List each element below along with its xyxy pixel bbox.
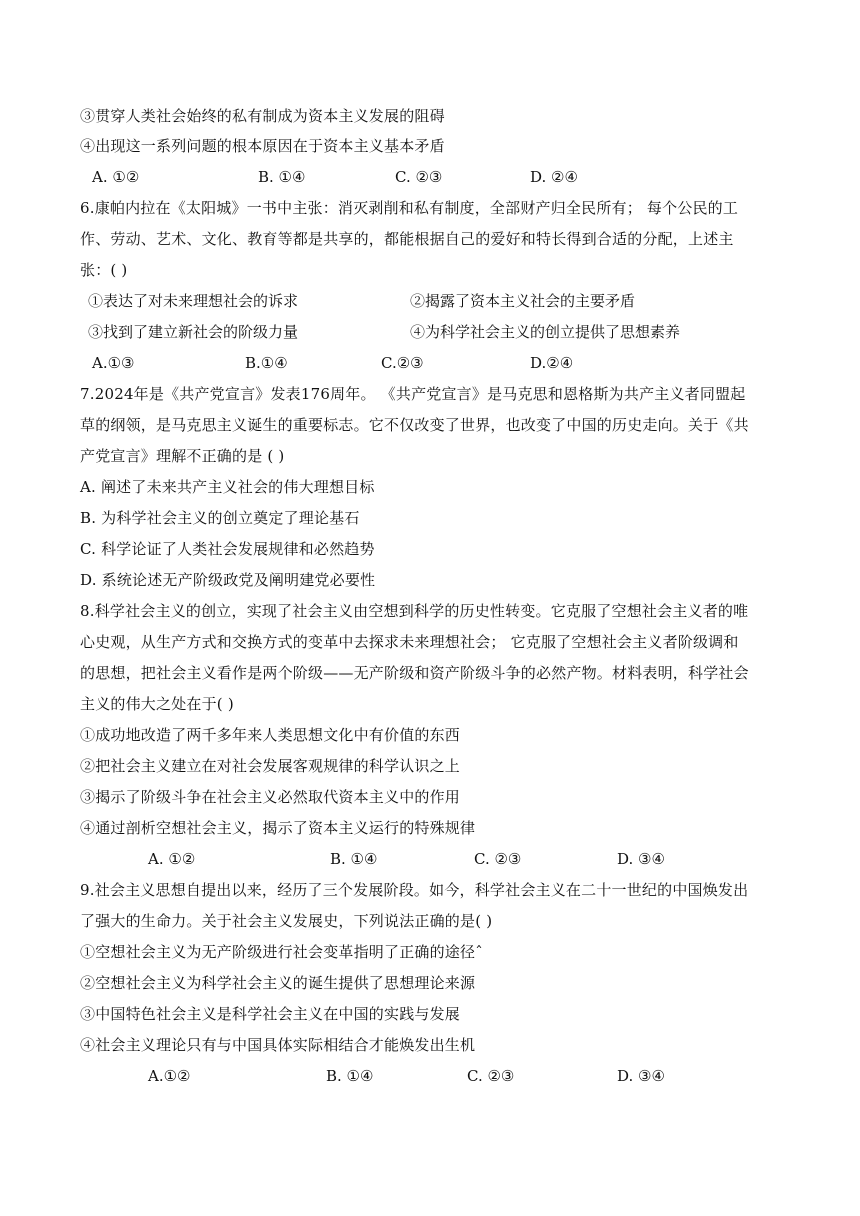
question-8-stem-line-3: 的思想，把社会主义看作是两个阶级——无产阶级和资产阶级斗争的必然产物。材料表明，科学社会	[80, 664, 749, 682]
option-b: B. ①④	[330, 850, 378, 868]
option-c: C. 科学论证了人类社会发展规律和必然趋势	[80, 540, 375, 558]
option-a: A.①③	[92, 354, 135, 372]
option-a: A. ①②	[92, 168, 140, 186]
option-d: D.②④	[530, 354, 574, 372]
option-d: D. ③④	[617, 1067, 665, 1085]
option-b: B. ①④	[326, 1067, 374, 1085]
question-8-stem-line-4: 主义的伟大之处在于( )	[80, 695, 234, 713]
statement-1: ①成功地改造了两千多年来人类思想文化中有价值的东西	[80, 726, 461, 744]
statement-4: ④通过剖析空想社会主义，揭示了资本主义运行的特殊规律	[80, 819, 476, 837]
question-7-stem-line-3: 产党宣言》理解不正确的是 ( )	[80, 447, 285, 465]
statement-1: ①空想社会主义为无产阶级进行社会变革指明了正确的途径ˆ	[80, 943, 483, 961]
statement-3: ③找到了建立新社会的阶级力量	[88, 323, 299, 341]
statement-3: ③中国特色社会主义是科学社会主义在中国的实践与发展	[80, 1005, 461, 1023]
option-b: B. ①④	[258, 168, 306, 186]
question-8-stem-line-1: 8.科学社会主义的创立，实现了社会主义由空想到科学的历史性转变。它克服了空想社会主义者的唯	[80, 602, 749, 620]
question-8-stem-line-2: 心史观，从生产方式和交换方式的变革中去探求未来理想社会； 它克服了空想社会主义者阶级调和	[80, 633, 739, 651]
statement-2: ②揭露了资本主义社会的主要矛盾	[410, 292, 636, 310]
option-a: A.①②	[148, 1067, 191, 1085]
option-c: C.②③	[381, 354, 424, 372]
statement-3: ③揭示了阶级斗争在社会主义必然取代资本主义中的作用	[80, 788, 461, 806]
question-7-stem-line-2: 草的纲领，是马克思主义诞生的重要标志。它不仅改变了世界，也改变了中国的历史走向。关于《共	[80, 416, 749, 434]
statement-4: ④社会主义理论只有与中国具体实际相结合才能焕发出生机	[80, 1036, 476, 1054]
statement-4: ④为科学社会主义的创立提供了思想素养	[410, 323, 681, 341]
statement-2: ②空想社会主义为科学社会主义的诞生提供了思想理论来源	[80, 974, 476, 992]
statement-2: ②把社会主义建立在对社会发展客观规律的科学认识之上	[80, 757, 461, 775]
question-9-stem-line-1: 9.社会主义思想自提出以来，经历了三个发展阶段。如今，科学社会主义在二十一世纪的中国焕发出	[80, 881, 749, 899]
option-b: B.①④	[245, 354, 288, 372]
statement-3: ③贯穿人类社会始终的私有制成为资本主义发展的阻碍	[80, 107, 445, 125]
statement-1: ①表达了对未来理想社会的诉求	[88, 292, 299, 310]
option-a: A. 阐述了未来共产主义社会的伟大理想目标	[80, 478, 375, 496]
question-6-stem-line-1: 6.康帕内拉在《太阳城》一书中主张：消灭剥削和私有制度，全部财产归全民所有； 每个公民的工	[80, 199, 739, 217]
question-7-stem-line-1: 7.2024年是《共产党宣言》发表176周年。 《共产党宣言》是马克思和恩格斯为共产主义者同盟起	[80, 385, 746, 403]
option-c: C. ②③	[467, 1067, 515, 1085]
option-d: D. ③④	[617, 850, 665, 868]
statement-4: ④出现这一系列问题的根本原因在于资本主义基本矛盾	[80, 137, 445, 155]
option-d: D. 系统论述无产阶级政党及阐明建党必要性	[80, 571, 376, 589]
option-a: A. ①②	[148, 850, 196, 868]
option-c: C. ②③	[395, 168, 443, 186]
question-9-stem-line-2: 了强大的生命力。关于社会主义发展史，下列说法正确的是( )	[80, 912, 493, 930]
question-6-stem-line-3: 张：( )	[80, 261, 128, 279]
question-6-stem-line-2: 作、劳动、艺术、文化、教育等都是共享的，都能根据自己的爱好和特长得到合适的分配，上述主	[80, 230, 734, 248]
option-d: D. ②④	[530, 168, 578, 186]
option-c: C. ②③	[474, 850, 522, 868]
option-b: B. 为科学社会主义的创立奠定了理论基石	[80, 509, 360, 527]
